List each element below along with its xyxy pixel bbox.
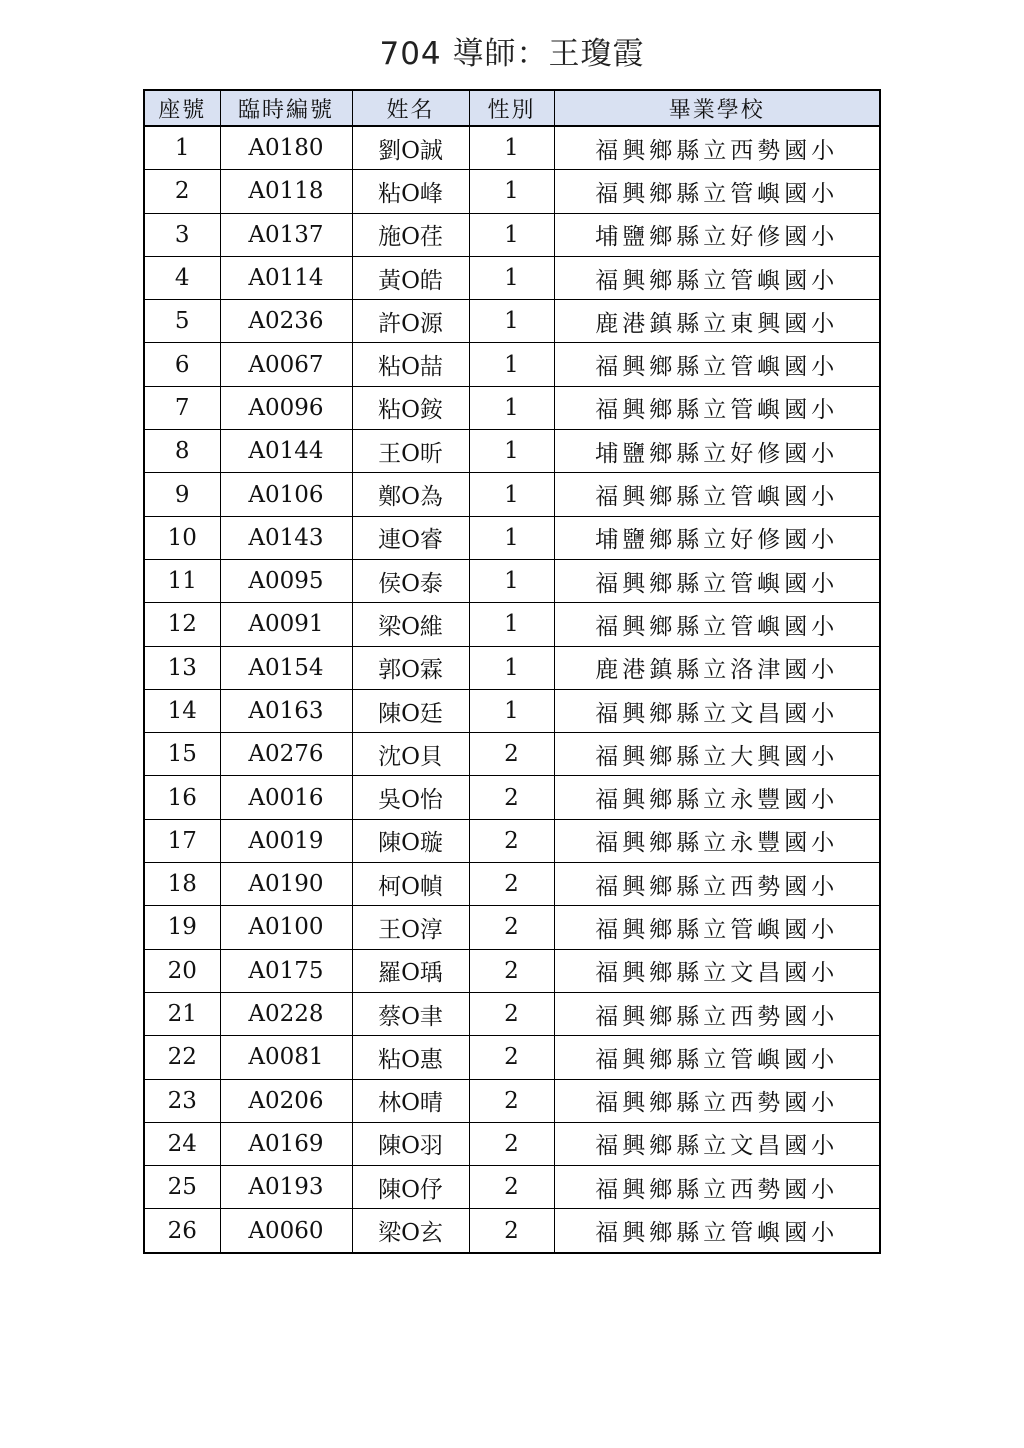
student-name-cell: 陳O廷 <box>352 689 469 732</box>
seat-number-cell: 1 <box>144 126 220 170</box>
gender-cell: 1 <box>469 300 554 343</box>
temp-id-cell: A0060 <box>220 1209 352 1253</box>
table-row <box>144 516 880 559</box>
table-row <box>144 343 880 386</box>
gender-cell: 2 <box>469 776 554 819</box>
temp-id-cell: A0114 <box>220 256 352 299</box>
student-name-cell: 柯O幀 <box>352 863 469 906</box>
roster-header <box>144 90 880 126</box>
temp-id-cell: A0143 <box>220 516 352 559</box>
school-cell: 福興鄉縣立文昌國小 <box>554 689 880 732</box>
table-row <box>144 430 880 473</box>
school-cell: 埔鹽鄉縣立好修國小 <box>554 213 880 256</box>
student-name-cell: 劉O誠 <box>352 126 469 170</box>
student-name-cell: 沈O貝 <box>352 733 469 776</box>
table-row <box>144 603 880 646</box>
gender-cell: 1 <box>469 646 554 689</box>
seat-number-cell: 12 <box>144 603 220 646</box>
school-cell: 福興鄉縣立西勢國小 <box>554 1079 880 1122</box>
temp-id-cell: A0095 <box>220 559 352 602</box>
temp-id-cell: A0137 <box>220 213 352 256</box>
table-row <box>144 689 880 732</box>
gender-cell: 2 <box>469 1209 554 1253</box>
school-cell: 福興鄉縣立西勢國小 <box>554 992 880 1035</box>
gender-cell: 2 <box>469 992 554 1035</box>
temp-id-cell: A0144 <box>220 430 352 473</box>
student-name-cell: 陳O伃 <box>352 1166 469 1209</box>
page-title: 704 導師：王瓊霞 <box>379 36 645 72</box>
table-row <box>144 1209 880 1253</box>
gender-cell: 1 <box>469 689 554 732</box>
student-name-cell: 陳O羽 <box>352 1122 469 1165</box>
temp-id-cell: A0169 <box>220 1122 352 1165</box>
school-cell: 福興鄉縣立管嶼國小 <box>554 603 880 646</box>
table-row <box>144 992 880 1035</box>
student-name-cell: 連O睿 <box>352 516 469 559</box>
seat-number-cell: 24 <box>144 1122 220 1165</box>
temp-id-cell: A0163 <box>220 689 352 732</box>
seat-number-cell: 10 <box>144 516 220 559</box>
table-row <box>144 733 880 776</box>
student-name-cell: 粘O惠 <box>352 1036 469 1079</box>
seat-number-cell: 5 <box>144 300 220 343</box>
gender-cell: 1 <box>469 473 554 516</box>
gender-cell: 2 <box>469 949 554 992</box>
table-row <box>144 126 880 170</box>
student-name-cell: 吳O怡 <box>352 776 469 819</box>
seat-number-cell: 19 <box>144 906 220 949</box>
table-row <box>144 256 880 299</box>
header-row <box>144 90 880 126</box>
column-header-seat-number: 座號 <box>144 90 220 126</box>
temp-id-cell: A0175 <box>220 949 352 992</box>
school-cell: 福興鄉縣立永豐國小 <box>554 819 880 862</box>
temp-id-cell: A0081 <box>220 1036 352 1079</box>
gender-cell: 1 <box>469 430 554 473</box>
school-cell: 福興鄉縣立管嶼國小 <box>554 1209 880 1253</box>
student-name-cell: 鄭O為 <box>352 473 469 516</box>
seat-number-cell: 11 <box>144 559 220 602</box>
seat-number-cell: 4 <box>144 256 220 299</box>
gender-cell: 1 <box>469 170 554 213</box>
seat-number-cell: 8 <box>144 430 220 473</box>
temp-id-cell: A0180 <box>220 126 352 170</box>
school-cell: 鹿港鎮縣立東興國小 <box>554 300 880 343</box>
gender-cell: 1 <box>469 256 554 299</box>
gender-cell: 2 <box>469 1036 554 1079</box>
temp-id-cell: A0154 <box>220 646 352 689</box>
school-cell: 福興鄉縣立文昌國小 <box>554 949 880 992</box>
gender-cell: 2 <box>469 819 554 862</box>
school-cell: 福興鄉縣立永豐國小 <box>554 776 880 819</box>
temp-id-cell: A0019 <box>220 819 352 862</box>
student-name-cell: 許O源 <box>352 300 469 343</box>
temp-id-cell: A0016 <box>220 776 352 819</box>
roster-body <box>144 126 880 1253</box>
school-cell: 福興鄉縣立文昌國小 <box>554 1122 880 1165</box>
student-name-cell: 蔡O聿 <box>352 992 469 1035</box>
seat-number-cell: 13 <box>144 646 220 689</box>
seat-number-cell: 14 <box>144 689 220 732</box>
temp-id-cell: A0193 <box>220 1166 352 1209</box>
seat-number-cell: 20 <box>144 949 220 992</box>
seat-number-cell: 23 <box>144 1079 220 1122</box>
column-header-school: 畢業學校 <box>554 90 880 126</box>
table-row <box>144 1122 880 1165</box>
table-row <box>144 300 880 343</box>
gender-cell: 1 <box>469 386 554 429</box>
school-cell: 福興鄉縣立西勢國小 <box>554 126 880 170</box>
student-name-cell: 黃O皓 <box>352 256 469 299</box>
seat-number-cell: 6 <box>144 343 220 386</box>
table-row <box>144 906 880 949</box>
school-cell: 福興鄉縣立管嶼國小 <box>554 1036 880 1079</box>
school-cell: 福興鄉縣立西勢國小 <box>554 863 880 906</box>
seat-number-cell: 18 <box>144 863 220 906</box>
school-cell: 福興鄉縣立管嶼國小 <box>554 906 880 949</box>
gender-cell: 1 <box>469 516 554 559</box>
student-name-cell: 陳O璇 <box>352 819 469 862</box>
gender-cell: 2 <box>469 863 554 906</box>
school-cell: 埔鹽鄉縣立好修國小 <box>554 430 880 473</box>
gender-cell: 1 <box>469 559 554 602</box>
school-cell: 福興鄉縣立管嶼國小 <box>554 386 880 429</box>
student-name-cell: 王O昕 <box>352 430 469 473</box>
student-name-cell: 梁O維 <box>352 603 469 646</box>
school-cell: 福興鄉縣立管嶼國小 <box>554 559 880 602</box>
school-cell: 福興鄉縣立西勢國小 <box>554 1166 880 1209</box>
temp-id-cell: A0067 <box>220 343 352 386</box>
student-name-cell: 王O淳 <box>352 906 469 949</box>
table-row <box>144 473 880 516</box>
student-name-cell: 郭O霖 <box>352 646 469 689</box>
gender-cell: 2 <box>469 733 554 776</box>
seat-number-cell: 15 <box>144 733 220 776</box>
gender-cell: 2 <box>469 1122 554 1165</box>
table-row <box>144 1166 880 1209</box>
student-name-cell: 粘O銨 <box>352 386 469 429</box>
student-name-cell: 林O晴 <box>352 1079 469 1122</box>
column-header-gender: 性別 <box>469 90 554 126</box>
temp-id-cell: A0118 <box>220 170 352 213</box>
table-row <box>144 170 880 213</box>
seat-number-cell: 9 <box>144 473 220 516</box>
table-row <box>144 386 880 429</box>
temp-id-cell: A0190 <box>220 863 352 906</box>
temp-id-cell: A0091 <box>220 603 352 646</box>
school-cell: 埔鹽鄉縣立好修國小 <box>554 516 880 559</box>
gender-cell: 2 <box>469 906 554 949</box>
temp-id-cell: A0106 <box>220 473 352 516</box>
student-name-cell: 粘O喆 <box>352 343 469 386</box>
seat-number-cell: 26 <box>144 1209 220 1253</box>
seat-number-cell: 16 <box>144 776 220 819</box>
student-name-cell: 施O荏 <box>352 213 469 256</box>
column-header-name: 姓名 <box>352 90 469 126</box>
student-name-cell: 粘O峰 <box>352 170 469 213</box>
table-row <box>144 559 880 602</box>
school-cell: 福興鄉縣立管嶼國小 <box>554 343 880 386</box>
temp-id-cell: A0228 <box>220 992 352 1035</box>
table-row <box>144 776 880 819</box>
temp-id-cell: A0236 <box>220 300 352 343</box>
seat-number-cell: 22 <box>144 1036 220 1079</box>
column-header-temp-id: 臨時編號 <box>220 90 352 126</box>
table-row <box>144 949 880 992</box>
gender-cell: 1 <box>469 213 554 256</box>
roster-table <box>143 89 881 1254</box>
seat-number-cell: 25 <box>144 1166 220 1209</box>
table-row <box>144 1036 880 1079</box>
gender-cell: 1 <box>469 126 554 170</box>
table-row <box>144 863 880 906</box>
gender-cell: 2 <box>469 1079 554 1122</box>
seat-number-cell: 2 <box>144 170 220 213</box>
school-cell: 福興鄉縣立管嶼國小 <box>554 256 880 299</box>
student-name-cell: 羅O瑀 <box>352 949 469 992</box>
seat-number-cell: 7 <box>144 386 220 429</box>
student-name-cell: 侯O泰 <box>352 559 469 602</box>
gender-cell: 1 <box>469 343 554 386</box>
table-row <box>144 819 880 862</box>
seat-number-cell: 21 <box>144 992 220 1035</box>
table-row <box>144 646 880 689</box>
temp-id-cell: A0276 <box>220 733 352 776</box>
student-name-cell: 梁O玄 <box>352 1209 469 1253</box>
school-cell: 福興鄉縣立大興國小 <box>554 733 880 776</box>
temp-id-cell: A0206 <box>220 1079 352 1122</box>
school-cell: 鹿港鎮縣立洛津國小 <box>554 646 880 689</box>
school-cell: 福興鄉縣立管嶼國小 <box>554 170 880 213</box>
seat-number-cell: 3 <box>144 213 220 256</box>
school-cell: 福興鄉縣立管嶼國小 <box>554 473 880 516</box>
gender-cell: 2 <box>469 1166 554 1209</box>
gender-cell: 1 <box>469 603 554 646</box>
temp-id-cell: A0100 <box>220 906 352 949</box>
table-row <box>144 213 880 256</box>
temp-id-cell: A0096 <box>220 386 352 429</box>
table-row <box>144 1079 880 1122</box>
seat-number-cell: 17 <box>144 819 220 862</box>
